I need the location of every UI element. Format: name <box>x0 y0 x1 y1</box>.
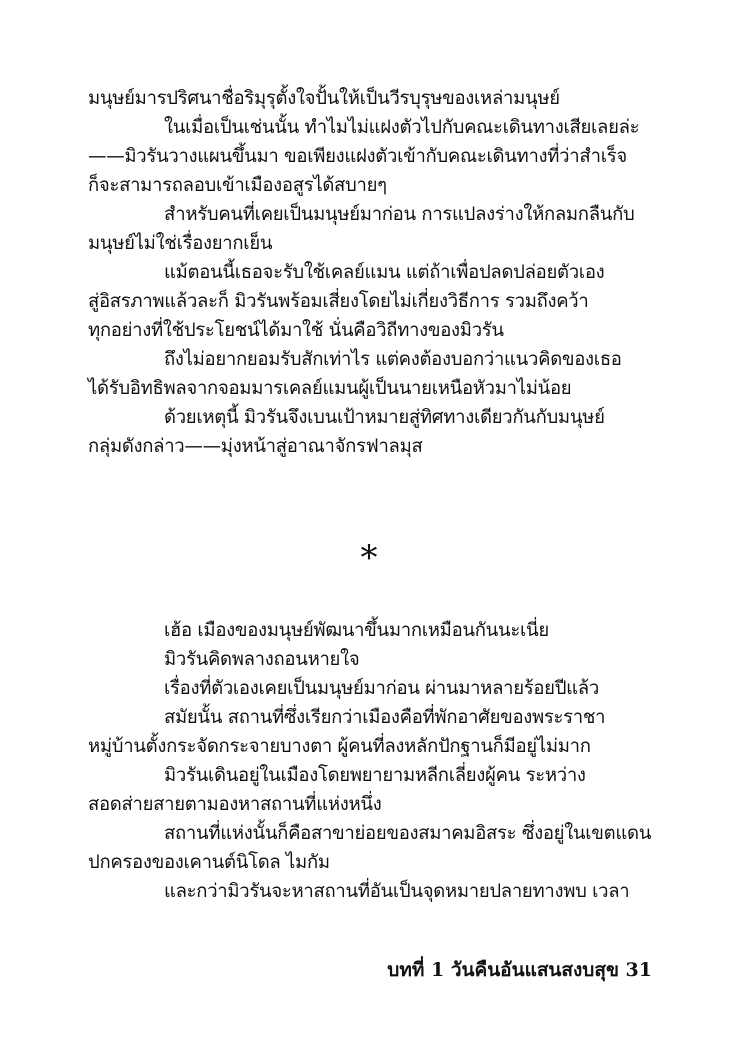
paragraph-line: ในเมื่อเป็นเช่นนั้น ทำไมไม่แฝงตัวไปกับคณะเดินทางเสียเลยล่ะ <box>164 117 640 138</box>
paragraph-line: ถึงไม่อยากยอมรับสักเท่าไร แต่คงต้องบอกว่าแนวคิดของเธอ <box>164 349 622 370</box>
paragraph-line: มิวรันคิดพลางถอนหายใจ <box>164 649 360 670</box>
paragraph-line: มิวรันเดินอยู่ในเมืองโดยพยายามหลีกเลี่ยงผู้คน ระหว่าง <box>164 765 586 786</box>
paragraph-line: มนุษย์มารปริศนาชื่อริมุรุตั้งใจปั้นให้เป็นวีรบุรุษของเหล่ามนุษย์ <box>88 88 560 109</box>
paragraph-line: สู่อิสรภาพแล้วละก็ มิวรันพร้อมเสี่ยงโดยไม่เกี่ยงวิธีการ รวมถึงคว้า <box>88 291 589 312</box>
paragraph-line: ทุกอย่างที่ใช้ประโยชน์ได้มาใช้ นั่นคือวิถีทางของมิวรัน <box>88 320 504 341</box>
paragraph-line: กลุ่มดังกล่าว——มุ่งหน้าสู่อาณาจักรฟาลมุส <box>88 436 423 457</box>
paragraph-line: สำหรับคนที่เคยเป็นมนุษย์มาก่อน การแปลงร่างให้กลมกลืนกับ <box>164 204 635 225</box>
paragraph-line: และกว่ามิวรันจะหาสถานที่อันเป็นจุดหมายปลายทางพบ เวลา <box>164 881 630 902</box>
paragraph-line: สถานที่แห่งนั้นก็คือสาขาย่อยของสมาคมอิสระ ซึ่งอยู่ในเขตแดน <box>164 823 652 844</box>
paragraph-line: แม้ตอนนี้เธอจะรับใช้เคลย์แมน แต่ถ้าเพื่อปลดปล่อยตัวเอง <box>164 262 605 283</box>
text-section-2 <box>88 616 653 906</box>
page-footer: บทที่ 1 วันคืนอันแสนสงบสุข 31 <box>387 959 652 981</box>
text-section-1 <box>88 84 653 461</box>
paragraph-line: ปกครองของเคานต์นิโดล ไมกัม <box>88 852 330 873</box>
paragraph-line: สอดส่ายสายตามองหาสถานที่แห่งหนึ่ง <box>88 794 382 815</box>
section-separator-asterisk: * <box>360 538 378 578</box>
paragraph-line: หมู่บ้านตั้งกระจัดกระจายบางตา ผู้คนที่ลงหลักปักฐานก็มีอยู่ไม่มาก <box>88 736 591 757</box>
paragraph-line: ——มิวรันวางแผนขึ้นมา ขอเพียงแฝงตัวเข้ากับคณะเดินทางที่ว่าสำเร็จ <box>88 146 627 167</box>
paragraph-line: สมัยนั้น สถานที่ซึ่งเรียกว่าเมืองคือที่พักอาศัยของพระราชา <box>164 707 606 728</box>
paragraph-line: เฮ้อ เมืองของมนุษย์พัฒนาขึ้นมากเหมือนกันนะเนี่ย <box>164 620 549 641</box>
paragraph-line: ก็จะสามารถลอบเข้าเมืองอสูรได้สบายๆ <box>88 175 387 196</box>
paragraph-line: มนุษย์ไม่ใช่เรื่องยากเย็น <box>88 233 273 254</box>
paragraph-line: ได้รับอิทธิพลจากจอมมารเคลย์แมนผู้เป็นนายเหนือหัวมาไม่น้อย <box>88 378 572 399</box>
paragraph-line: ด้วยเหตุนี้ มิวรันจึงเบนเป้าหมายสู่ทิศทางเดียวกันกับมนุษย์ <box>164 407 605 428</box>
paragraph-line: เรื่องที่ตัวเองเคยเป็นมนุษย์มาก่อน ผ่านมาหลายร้อยปีแล้ว <box>164 678 599 699</box>
